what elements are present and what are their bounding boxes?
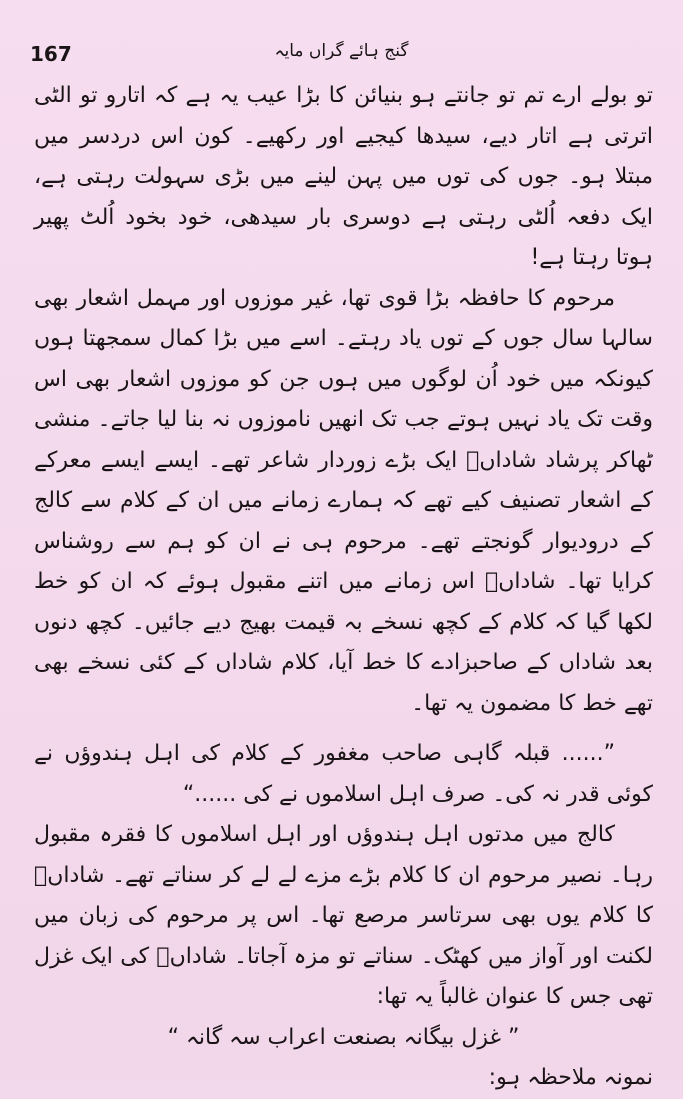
ghazal-title-quote: ” غزل بیگانہ بصنعت اعراب سہ گانہ “ (167, 1024, 520, 1050)
body-text (34, 76, 653, 1099)
paragraph-1: تو بولے ارے تم تو جانتے ہو بنیائن کا بڑا عیب یہ ہے کہ اتارو تو الٹی اترتی ہے اتار دیے، سیدھا کیجیے اور رکھیے۔ کون اس دردسر میں مبتلا ہو۔ جوں کی توں میں پہن لینے میں بڑی سہولت رہتی ہے، ایک دفعہ اُلٹی رہتی ہے دوسری بار سیدھی، خود بخود اُلٹ پھیر ہوتا رہتا ہے! (34, 83, 653, 270)
page-number: 167 (30, 42, 72, 66)
quoted-letter: ”...... قبلہ گاہی صاحب مغفور کے کلام کی اہل ہندوؤں نے کوئی قدر نہ کی۔ صرف اہل اسلاموں نے کی ......“ (34, 741, 653, 807)
paragraph-3: کالج میں مدتوں اہل ہندوؤں اور اہل اسلاموں کا فقرہ مقبول رہا۔ نصیر مرحوم ان کا کلام بڑے مزے لے لے کر سناتے تھے۔ شاداںؔ کا کلام یوں بھی سرتاسر مرصع تھا۔ اس پر مرحوم کی زبان میں لکنت اور آواز میں کھٹک۔ سناتے تو مزہ آجاتا۔ شاداںؔ کی ایک غزل تھی جس کا عنوان غالباً یہ تھا: (34, 822, 653, 1009)
paragraph-2: مرحوم کا حافظہ بڑا قوی تھا، غیر موزوں اور مہمل اشعار بھی سالہا سال جوں کے توں یاد رہتے۔ اسے میں بڑا کمال سمجھتا ہوں کیونکہ میں خود اُن لوگوں میں ہوں جن کو موزوں اشعار بھی اس وقت تک یاد نہیں ہوتے جب تک انھیں ناموزوں نہ بنا لیا جاتے۔ منشی ٹھاکر پرشاد شاداںؔ ایک بڑے زوردار شاعر تھے۔ ایسے ایسے معرکے کے اشعار تصنیف کیے تھے کہ ہمارے زمانے میں ان کے کلام سے کالج کے درودیوار گونجتے تھے۔ مرحوم ہی نے ان کو ہم سے روشناس کرایا تھا۔ شاداںؔ اس زمانے میں اتنے مقبول ہوئے کہ ان کو خط لکھا گیا کہ کلام کے کچھ نسخے بہ قیمت بھیج دیے جائیں۔ کچھ دنوں بعد شاداں کے صاحبزادے کا خط آیا، کلام شاداں کے کئی نسخے بھی تھے خط کا مضمون یہ تھا۔ (34, 285, 653, 716)
page-header (0, 40, 683, 74)
sample-intro: نمونہ ملاحظہ ہو: (488, 1065, 653, 1090)
running-title: گنج ہائے گراں مایہ (274, 41, 409, 61)
